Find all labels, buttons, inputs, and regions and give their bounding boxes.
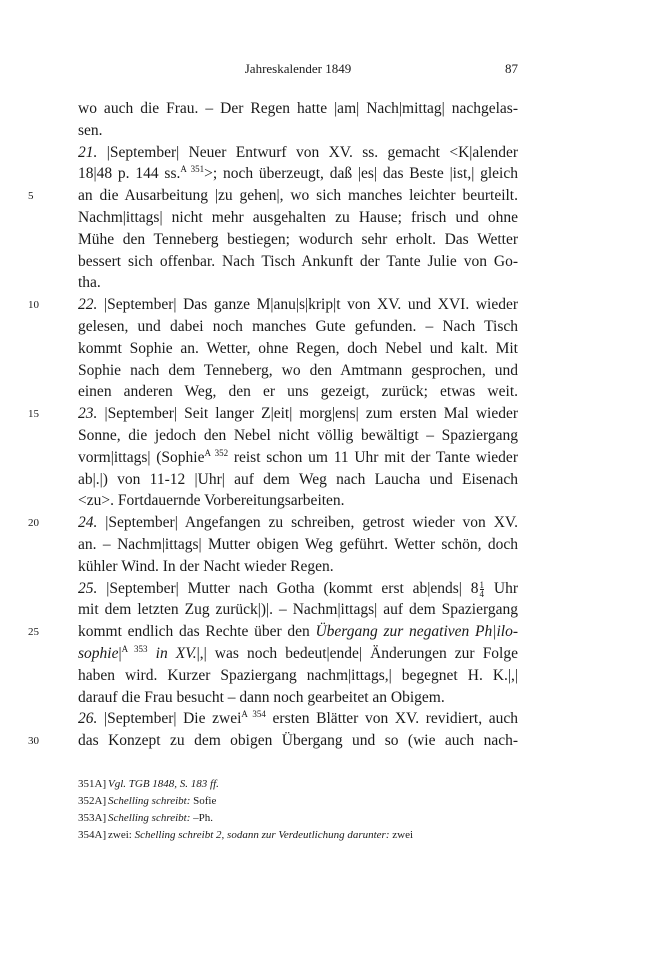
running-title: Jahreskalender 1849: [244, 61, 352, 76]
line-text: |September| Mutter nach Gotha (kommt erst ab|ends| 8: [97, 579, 479, 597]
page-header: [78, 61, 518, 77]
footnote: [78, 777, 219, 792]
line-text: an. – Nachm|ittags| Mutter obigen Weg geführt. Wetter schön, doch: [78, 536, 518, 553]
page-number: 87: [505, 61, 518, 76]
line-text: 18|48 p. 144 ss.: [78, 165, 181, 183]
line-text: darauf die Frau besucht – dann noch gearbeitet an Obigem.: [78, 688, 445, 706]
footnote-mark: 351A]: [78, 778, 107, 790]
line-text: |September| Die zwei: [97, 710, 242, 728]
line-text: tha.: [78, 274, 101, 292]
footnote-text: –Ph.: [190, 812, 214, 824]
text-line: [78, 688, 518, 708]
line-text: Nachm|ittags| nicht mehr ausgehalten zu Hause; frisch und ohne: [78, 209, 518, 226]
entry-date: 25.: [78, 579, 98, 597]
text-line: [78, 448, 518, 468]
text-line: [78, 470, 518, 490]
footnote-ref: A 354: [241, 709, 266, 720]
text-line: [78, 535, 518, 555]
text-line: [78, 709, 518, 729]
footnote-mark: 354A]: [78, 829, 107, 841]
line-text: Sophie nach dem Tenneberg, wo den Amtmann gesprochen, und: [78, 361, 518, 379]
entry-date: 22.: [78, 296, 98, 314]
line-text: Uhr: [485, 579, 518, 597]
fraction-numerator: 1: [479, 579, 485, 590]
text-line: [78, 121, 518, 141]
line-text: an die Ausarbeitung |zu gehen|, wo sich manches leichter beurteilt.: [78, 187, 518, 205]
footnote: [78, 794, 216, 809]
line-number: 10: [28, 299, 39, 312]
line-text: |,| was noch bedeut|ende| Änderungen zur Folge: [196, 645, 518, 662]
line-text: Mühe den Tenneberg bestiegen; wodurch sehr erholt. Das Wetter: [78, 230, 518, 248]
line-text: >; noch überzeugt, daß |es| das Beste |ist,| gleich: [204, 165, 518, 183]
footnote: [78, 828, 413, 843]
text-line: [78, 143, 518, 163]
text-line: [78, 339, 518, 359]
entry-date: 26.: [78, 710, 98, 728]
line-number: 20: [28, 517, 39, 530]
fraction-denominator: 4: [479, 588, 485, 599]
text-line: [78, 622, 518, 642]
text-line: [78, 361, 518, 381]
footnote-text: Vgl. TGB 1848, S. 183 ff.: [108, 778, 219, 790]
line-text: Sonne, die jedoch den Nebel nicht völlig bewältigt – Spaziergang: [78, 427, 518, 444]
footnote-italic: Schelling schreibt:: [108, 795, 191, 807]
text-line: [78, 491, 518, 511]
footnote-ref: A 351: [180, 164, 205, 175]
entry-date: 23.: [78, 405, 98, 423]
line-text: wo auch die Frau. – Der Regen hatte |am| Nach|mittag| nachgelas-: [78, 100, 518, 117]
footnote-ref: A 353: [121, 643, 148, 654]
line-text: ab|.|) von 11-12 |Uhr| auf dem Weg nach Laucha und Eisenach: [78, 470, 518, 488]
line-text: ersten Blätter von XV. revidiert, auch: [265, 710, 518, 728]
line-text: haben wird. Kurzer Spaziergang nachm|ittags,| begegnet H. K.|,|: [78, 666, 518, 684]
footnote-italic: Schelling schreibt 2, sodann zur Verdeutlichung darunter:: [134, 829, 390, 841]
text-line: [78, 666, 518, 686]
line-text: |September| Seit langer Z|eit| morg|ens| zum ersten Mal wieder: [97, 405, 518, 423]
line-text: |September| Das ganze M|anu|s|krip|t von XV. und XVI. wieder: [97, 296, 518, 314]
text-line: [78, 208, 518, 228]
title-italic: in XV.: [147, 645, 197, 662]
line-number: 30: [28, 735, 39, 748]
title-italic: Übergang zur negativen Ph|ilo-: [315, 623, 518, 641]
footnote-mark: 352A]: [78, 795, 107, 807]
text-line: [78, 644, 518, 664]
text-line: [78, 164, 518, 184]
line-text: |: [118, 645, 122, 662]
line-text: sen.: [78, 121, 103, 139]
line-text: reist schon um 11 Uhr mit der Tante wieder: [228, 448, 518, 466]
text-line: [78, 557, 518, 577]
footnote: [78, 811, 213, 826]
line-text: bessert sich offenbar. Nach Tisch Ankunft der Tante Julie von Go-: [78, 252, 518, 270]
entry-date: 21.: [78, 143, 98, 161]
line-number: 25: [28, 626, 39, 639]
footnote-text: zwei: [389, 829, 414, 841]
line-text: das Konzept zu dem obigen Übergang und so (wie auch nach-: [78, 732, 518, 750]
line-text: kommt Sophie an. Wetter, ohne Regen, doch Nebel und kalt. Mit: [78, 339, 518, 357]
title-italic: sophie: [78, 645, 119, 662]
text-line: [78, 579, 518, 599]
text-line: [78, 273, 518, 293]
line-text: gelesen, und dabei noch manches Gute gefunden. – Nach Tisch: [78, 318, 518, 335]
text-line: [78, 99, 518, 119]
line-text: einen anderen Weg, den er uns gezeigt, zurück; etwas weit.: [78, 383, 518, 401]
text-line: [78, 404, 518, 424]
text-line: [78, 230, 518, 250]
text-line: [78, 252, 518, 272]
text-line: [78, 731, 518, 751]
footnote-text: zwei:: [108, 829, 135, 841]
text-line: [78, 513, 518, 533]
line-text: mit dem letzten Zug zurück|)|. – Nachm|ittags| auf dem Spaziergang: [78, 601, 518, 619]
text-line: [78, 295, 518, 315]
text-line: [78, 186, 518, 206]
entry-date: 24.: [78, 514, 98, 532]
line-number: 15: [28, 408, 39, 421]
text-line: [78, 382, 518, 402]
line-text: kühler Wind. In der Nacht wieder Regen.: [78, 557, 334, 575]
text-line: [78, 600, 518, 620]
line-number: 5: [28, 190, 34, 203]
text-line: [78, 317, 518, 337]
footnote-ref: A 352: [204, 447, 229, 458]
footnote-mark: 353A]: [78, 812, 107, 824]
line-text: |September| Angefangen zu schreiben, getrost wieder von XV.: [97, 514, 518, 532]
line-text: kommt endlich das Rechte über den: [78, 623, 316, 641]
line-text: |September| Neuer Entwurf von XV. ss. gemacht <K|alender: [97, 143, 518, 161]
footnote-italic: Schelling schreibt:: [108, 812, 191, 824]
line-text: vorm|ittags| (Sophie: [78, 448, 205, 466]
fraction: [480, 581, 485, 598]
line-text: <zu>. Fortdauernde Vorbereitungsarbeiten.: [78, 492, 345, 510]
footnote-text: Sofie: [190, 795, 217, 807]
text-line: [78, 426, 518, 446]
